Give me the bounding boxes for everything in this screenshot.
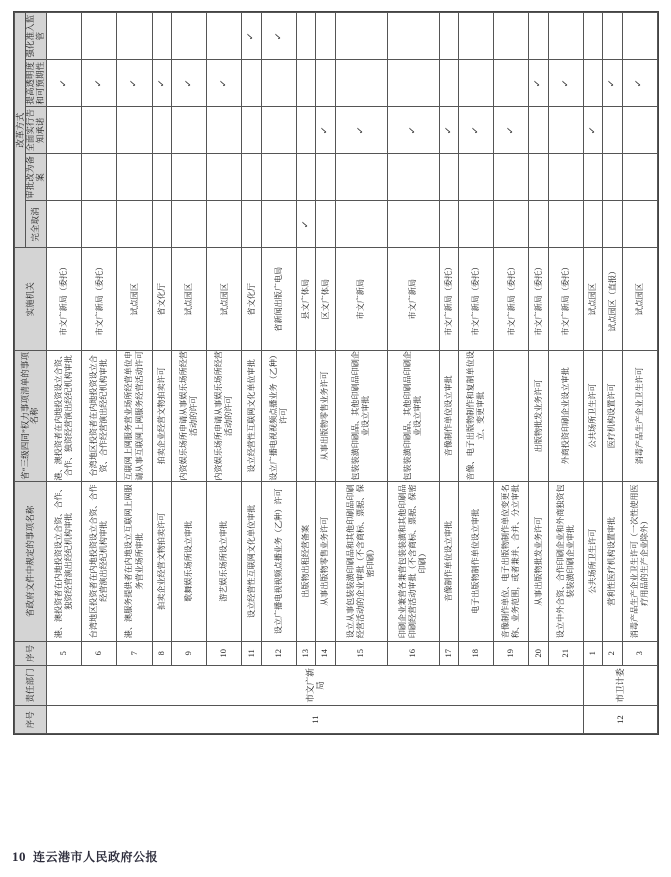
cell-provincial-list-item: 包装装潢印刷品、其他印刷品印刷企业设立审批 (387, 351, 439, 482)
cell-reform-full-commitment (152, 107, 171, 154)
checkmark-icon: ✓ (129, 78, 140, 88)
cell-reform-full-commitment (207, 107, 242, 154)
cell-implementing-agency: 省文化厅 (242, 248, 261, 351)
cell-reform-transparency (152, 60, 171, 107)
table-row (297, 13, 316, 734)
cell-reform-approval-to-record (207, 154, 242, 201)
cell-reform-strengthen-supervision (458, 13, 493, 60)
cell-reform-strengthen-supervision (316, 13, 335, 60)
cell-reform-approval-to-record (387, 154, 439, 201)
cell-reform-strengthen-supervision (494, 13, 529, 60)
cell-reform-full-cancel (117, 201, 152, 248)
cell-reform-full-cancel (207, 201, 242, 248)
cell-responsible-department: 市文广新局 (46, 665, 583, 706)
cell-reform-full-commitment (46, 107, 81, 154)
cell-reform-full-cancel (46, 201, 81, 248)
cell-provincial-doc-item: 电子出版物制作单位设立审批 (458, 481, 493, 641)
cell-reform-approval-to-record (494, 154, 529, 201)
checkmark-icon: ✓ (246, 31, 257, 41)
cell-reform-approval-to-record (46, 154, 81, 201)
checkmark-icon: ✓ (506, 125, 517, 135)
cell-provincial-list-item: 消毒产品生产企业卫生许可 (622, 351, 657, 482)
checkmark-icon: ✓ (560, 78, 571, 88)
cell-reform-approval-to-record (297, 154, 316, 201)
cell-reform-approval-to-record (583, 154, 602, 201)
cell-reform-full-commitment (622, 107, 657, 154)
cell-provincial-doc-item: 印刷企业兼营各兼营包装装潢和其他印刷品印刷经营活动审批（不含商标、票据、保密印刷） (387, 481, 439, 641)
header-provincial-list-item: 省“三级四同”权力事项清单的事项名称 (15, 351, 47, 482)
cell-reform-approval-to-record (316, 154, 335, 201)
cell-implementing-agency: 县文广体局 (297, 248, 316, 351)
checkmark-icon: ✓ (94, 78, 105, 88)
cell-seq-inner: 21 (548, 642, 583, 666)
cell-provincial-doc-item: 游艺娱乐场所设立审批 (207, 481, 242, 641)
cell-reform-transparency (335, 60, 387, 107)
cell-reform-full-cancel (583, 201, 602, 248)
cell-reform-transparency (494, 60, 529, 107)
cell-implementing-agency: 省新闻出版广电局 (261, 248, 296, 351)
cell-reform-full-commitment (242, 107, 261, 154)
cell-reform-approval-to-record (242, 154, 261, 201)
cell-reform-transparency (548, 60, 583, 107)
cell-reform-approval-to-record (152, 154, 171, 201)
cell-provincial-doc-item: 港、澳投资者在内地投资设立合资、合作、独资经营演出经纪机构审批 (46, 481, 81, 641)
cell-reform-strengthen-supervision (207, 13, 242, 60)
checkmark-icon: ✓ (533, 78, 544, 88)
header-implementing-agency: 实施机关 (15, 248, 47, 351)
cell-provincial-list-item: 医疗机构设置许可 (603, 351, 622, 482)
cell-reform-full-commitment (439, 107, 458, 154)
cell-provincial-doc-item: 营利性医疗机构设置审批 (603, 481, 622, 641)
cell-reform-strengthen-supervision (171, 13, 206, 60)
table-row (316, 13, 335, 734)
header-seq-outer: 序号 (15, 706, 47, 734)
cell-seq-inner: 17 (439, 642, 458, 666)
header-dept: 责任部门 (15, 665, 47, 706)
cell-reform-strengthen-supervision (261, 13, 296, 60)
cell-seq-outer: 11 (46, 706, 583, 734)
cell-reform-approval-to-record (171, 154, 206, 201)
cell-seq-inner: 3 (622, 642, 657, 666)
cell-reform-approval-to-record (458, 154, 493, 201)
cell-reform-full-cancel (297, 201, 316, 248)
header-reform-full-commitment: 全面实行告知承诺 (26, 107, 47, 154)
table-row (622, 13, 657, 734)
cell-reform-transparency (82, 60, 117, 107)
cell-provincial-list-item: 包装装潢印刷品、其他印刷品印刷企业设立审批 (335, 351, 387, 482)
table-row (152, 13, 171, 734)
cell-provincial-list-item: 设立广播电视视频点播业务（乙种）许可 (261, 351, 296, 482)
cell-implementing-agency: 市文广新局（委托） (458, 248, 493, 351)
table-header (15, 13, 47, 734)
cell-reform-full-cancel (242, 201, 261, 248)
cell-implementing-agency: 试点园区 (171, 248, 206, 351)
cell-seq-inner: 20 (529, 642, 548, 666)
rotated-table-stage (14, 12, 658, 734)
cell-provincial-doc-item: 设立从事包装装潢印刷品和其他印刷品印刷经营活动的企业审批（不含商标、票据、保密印刷） (335, 481, 387, 641)
footer-title: 连云港市人民政府公报 (33, 850, 159, 864)
cell-provincial-list-item: 内资娱乐场所申请从事娱乐场所经营活动的许可 (171, 351, 206, 482)
table-row (494, 13, 529, 734)
cell-provincial-list-item (297, 351, 316, 482)
table-row (529, 13, 548, 734)
cell-provincial-doc-item: 设立中外合资、合作印刷企业和外商独资包装装潢印刷企业审批 (548, 481, 583, 641)
table-row (548, 13, 583, 734)
cell-provincial-doc-item: 从事出版物批发业务许可 (529, 481, 548, 641)
cell-reform-strengthen-supervision (603, 13, 622, 60)
cell-provincial-doc-item: 音像制作单位设立审批 (439, 481, 458, 641)
cell-reform-full-cancel (387, 201, 439, 248)
cell-reform-full-cancel (82, 201, 117, 248)
cell-reform-transparency (529, 60, 548, 107)
cell-reform-strengthen-supervision (529, 13, 548, 60)
cell-provincial-list-item: 互联网上网服务营业场所经营单位申请从事互联网上网服务经营活动许可 (117, 351, 152, 482)
cell-reform-transparency (297, 60, 316, 107)
cell-reform-strengthen-supervision (152, 13, 171, 60)
cell-implementing-agency: 市文广新局（委托） (82, 248, 117, 351)
cell-provincial-list-item: 设立经营性互联网文化单位审批 (242, 351, 261, 482)
cell-provincial-list-item: 港、澳投资者在内地投资设立合资、合作、独资经营演出经纪机构审批 (46, 351, 81, 482)
checkmark-icon: ✓ (587, 125, 598, 135)
cell-seq-inner: 7 (117, 642, 152, 666)
cell-seq-inner: 10 (207, 642, 242, 666)
cell-reform-strengthen-supervision (117, 13, 152, 60)
cell-seq-inner: 5 (46, 642, 81, 666)
cell-reform-strengthen-supervision (622, 13, 657, 60)
cell-seq-inner: 14 (316, 642, 335, 666)
cell-provincial-list-item (494, 351, 529, 482)
cell-reform-full-commitment (458, 107, 493, 154)
cell-reform-transparency (207, 60, 242, 107)
cell-implementing-agency: 试点园区 (117, 248, 152, 351)
cell-seq-inner: 15 (335, 642, 387, 666)
cell-provincial-list-item: 音像、电子出版物制作和复制单位设立、变更审批 (458, 351, 493, 482)
cell-provincial-doc-item: 设立经营性互联网文化单位审批 (242, 481, 261, 641)
checkmark-icon: ✓ (219, 78, 230, 88)
table-row (242, 13, 261, 734)
cell-reform-strengthen-supervision (387, 13, 439, 60)
cell-reform-transparency (458, 60, 493, 107)
cell-implementing-agency: 市文广新局 (335, 248, 387, 351)
cell-seq-outer: 12 (583, 706, 657, 734)
cell-reform-strengthen-supervision (335, 13, 387, 60)
cell-reform-full-cancel (529, 201, 548, 248)
header-provincial-doc-item: 省政府文件中规定的事项名称 (15, 481, 47, 641)
cell-reform-full-cancel (171, 201, 206, 248)
cell-seq-inner: 8 (152, 642, 171, 666)
cell-implementing-agency: 市文广新局 (387, 248, 439, 351)
table-row (207, 13, 242, 734)
cell-provincial-list-item: 音像制作单位设立审批 (439, 351, 458, 482)
cell-reform-transparency (171, 60, 206, 107)
header-seq-inner: 序号 (15, 642, 47, 666)
cell-seq-inner: 2 (603, 642, 622, 666)
cell-provincial-list-item: 内资娱乐场所申请从事娱乐场所经营活动的许可 (207, 351, 242, 482)
cell-implementing-agency: 区文广体局 (316, 248, 335, 351)
cell-seq-inner: 16 (387, 642, 439, 666)
cell-reform-transparency (316, 60, 335, 107)
cell-implementing-agency: 试点园区 (622, 248, 657, 351)
cell-reform-transparency (603, 60, 622, 107)
cell-reform-strengthen-supervision (242, 13, 261, 60)
cell-reform-full-commitment (335, 107, 387, 154)
table-row (335, 13, 387, 734)
cell-seq-inner: 9 (171, 642, 206, 666)
cell-reform-full-commitment (261, 107, 296, 154)
cell-reform-full-commitment (529, 107, 548, 154)
cell-implementing-agency: 市文广新局（委托） (46, 248, 81, 351)
cell-reform-strengthen-supervision (583, 13, 602, 60)
table-row (171, 13, 206, 734)
cell-reform-transparency (439, 60, 458, 107)
cell-reform-full-commitment (316, 107, 335, 154)
checkmark-icon: ✓ (443, 125, 454, 135)
cell-reform-approval-to-record (261, 154, 296, 201)
cell-provincial-doc-item: 公共场所卫生许可 (583, 481, 602, 641)
cell-reform-full-commitment (583, 107, 602, 154)
cell-reform-transparency (622, 60, 657, 107)
cell-reform-transparency (46, 60, 81, 107)
checkmark-icon: ✓ (273, 31, 284, 41)
cell-implementing-agency: 市文广新局（委托） (548, 248, 583, 351)
header-reform-full-cancel: 完全取消 (26, 201, 47, 248)
cell-reform-approval-to-record (603, 154, 622, 201)
cell-provincial-list-item: 外商投资印刷企业设立审批 (548, 351, 583, 482)
cell-reform-full-commitment (171, 107, 206, 154)
cell-reform-approval-to-record (548, 154, 583, 201)
table-row (117, 13, 152, 734)
checkmark-icon: ✓ (183, 78, 194, 88)
cell-reform-full-commitment (297, 107, 316, 154)
cell-reform-approval-to-record (335, 154, 387, 201)
cell-provincial-doc-item: 设立广播电视视频点播业务（乙种）许可 (261, 481, 296, 641)
cell-provincial-list-item: 拍卖企业经营文物拍卖许可 (152, 351, 171, 482)
cell-seq-inner: 6 (82, 642, 117, 666)
cell-provincial-list-item: 公共场所卫生许可 (583, 351, 602, 482)
cell-provincial-doc-item: 出版物出租经营备案 (297, 481, 316, 641)
cell-seq-inner: 12 (261, 642, 296, 666)
cell-reform-full-commitment (387, 107, 439, 154)
cell-seq-inner: 13 (297, 642, 316, 666)
reform-items-table (14, 12, 658, 734)
cell-reform-approval-to-record (117, 154, 152, 201)
table-row (439, 13, 458, 734)
cell-reform-full-cancel (622, 201, 657, 248)
cell-seq-inner: 18 (458, 642, 493, 666)
cell-provincial-doc-item: 消毒产品生产企业卫生许可（一次性使用医疗用品的生产企业除外） (622, 481, 657, 641)
cell-responsible-department: 市卫计委 (583, 665, 657, 706)
table-row (583, 13, 602, 734)
cell-implementing-agency: 市文广新局（委托） (529, 248, 548, 351)
cell-seq-inner: 19 (494, 642, 529, 666)
cell-reform-transparency (261, 60, 296, 107)
cell-reform-full-cancel (261, 201, 296, 248)
header-reform-strengthen-supervision: 强化准入监管 (26, 13, 47, 60)
cell-seq-inner: 11 (242, 642, 261, 666)
cell-reform-full-commitment (548, 107, 583, 154)
table-row (458, 13, 493, 734)
cell-reform-full-cancel (548, 201, 583, 248)
cell-provincial-doc-item: 歌舞娱乐场所设立审批 (171, 481, 206, 641)
header-reform-group: 改革方式 (15, 13, 26, 248)
cell-reform-full-cancel (494, 201, 529, 248)
cell-reform-full-cancel (439, 201, 458, 248)
cell-reform-full-commitment (82, 107, 117, 154)
cell-provincial-list-item: 台湾地区投资者在内地投资设立合资、合作经营演出经纪机构审批 (82, 351, 117, 482)
cell-reform-full-commitment (117, 107, 152, 154)
cell-reform-approval-to-record (622, 154, 657, 201)
checkmark-icon: ✓ (470, 125, 481, 135)
cell-provincial-doc-item: 音像制作单位、电子出版物制作单位变更名称、业务范围，或者兼并、合并、分立审批 (494, 481, 529, 641)
cell-reform-full-commitment (603, 107, 622, 154)
cell-provincial-doc-item: 港、澳服务提供者在内地设立互联网上网服务营业场所审批 (117, 481, 152, 641)
cell-reform-full-cancel (335, 201, 387, 248)
cell-reform-full-cancel (603, 201, 622, 248)
cell-reform-transparency (583, 60, 602, 107)
cell-reform-strengthen-supervision (297, 13, 316, 60)
cell-reform-strengthen-supervision (46, 13, 81, 60)
table-body (46, 13, 657, 734)
checkmark-icon: ✓ (407, 125, 418, 135)
cell-seq-inner: 1 (583, 642, 602, 666)
cell-implementing-agency: 市文广新局（委托） (494, 248, 529, 351)
cell-implementing-agency: 试点园区 (583, 248, 602, 351)
checkmark-icon: ✓ (634, 78, 645, 88)
checkmark-icon: ✓ (607, 78, 618, 88)
cell-provincial-doc-item: 台湾地区投资者在内地投资设立合资、合作经营演出经纪机构审批 (82, 481, 117, 641)
header-reform-transparency: 提高透明度和可预期性 (26, 60, 47, 107)
checkmark-icon: ✓ (300, 220, 311, 229)
cell-reform-strengthen-supervision (82, 13, 117, 60)
cell-implementing-agency: 试点园区（直报） (603, 248, 622, 351)
cell-reform-strengthen-supervision (548, 13, 583, 60)
footer-page-number: 10 (12, 849, 26, 864)
cell-reform-full-cancel (316, 201, 335, 248)
cell-provincial-doc-item: 拍卖企业经营文物拍卖许可 (152, 481, 171, 641)
cell-implementing-agency: 市文广新局（委托） (439, 248, 458, 351)
table-row (387, 13, 439, 734)
checkmark-icon: ✓ (320, 125, 331, 135)
cell-reform-full-commitment (494, 107, 529, 154)
cell-reform-approval-to-record (82, 154, 117, 201)
checkmark-icon: ✓ (355, 125, 366, 135)
cell-implementing-agency: 试点园区 (207, 248, 242, 351)
cell-implementing-agency: 省文化厅 (152, 248, 171, 351)
checkmark-icon: ✓ (58, 78, 69, 88)
cell-reform-full-cancel (458, 201, 493, 248)
table-row (603, 13, 622, 734)
cell-reform-full-cancel (152, 201, 171, 248)
cell-reform-approval-to-record (529, 154, 548, 201)
cell-reform-strengthen-supervision (439, 13, 458, 60)
header-reform-approval-to-record: 审批改为备案 (26, 154, 47, 201)
table-row (261, 13, 296, 734)
page-footer (12, 848, 158, 865)
cell-reform-transparency (117, 60, 152, 107)
cell-reform-transparency (242, 60, 261, 107)
cell-provincial-list-item: 出版物批发业务许可 (529, 351, 548, 482)
table-row (82, 13, 117, 734)
cell-provincial-list-item: 从事出版物零售业务许可 (316, 351, 335, 482)
cell-reform-transparency (387, 60, 439, 107)
checkmark-icon: ✓ (156, 78, 167, 88)
cell-provincial-doc-item: 从事出版物零售业务许可 (316, 481, 335, 641)
cell-reform-approval-to-record (439, 154, 458, 201)
table-row (46, 13, 81, 734)
